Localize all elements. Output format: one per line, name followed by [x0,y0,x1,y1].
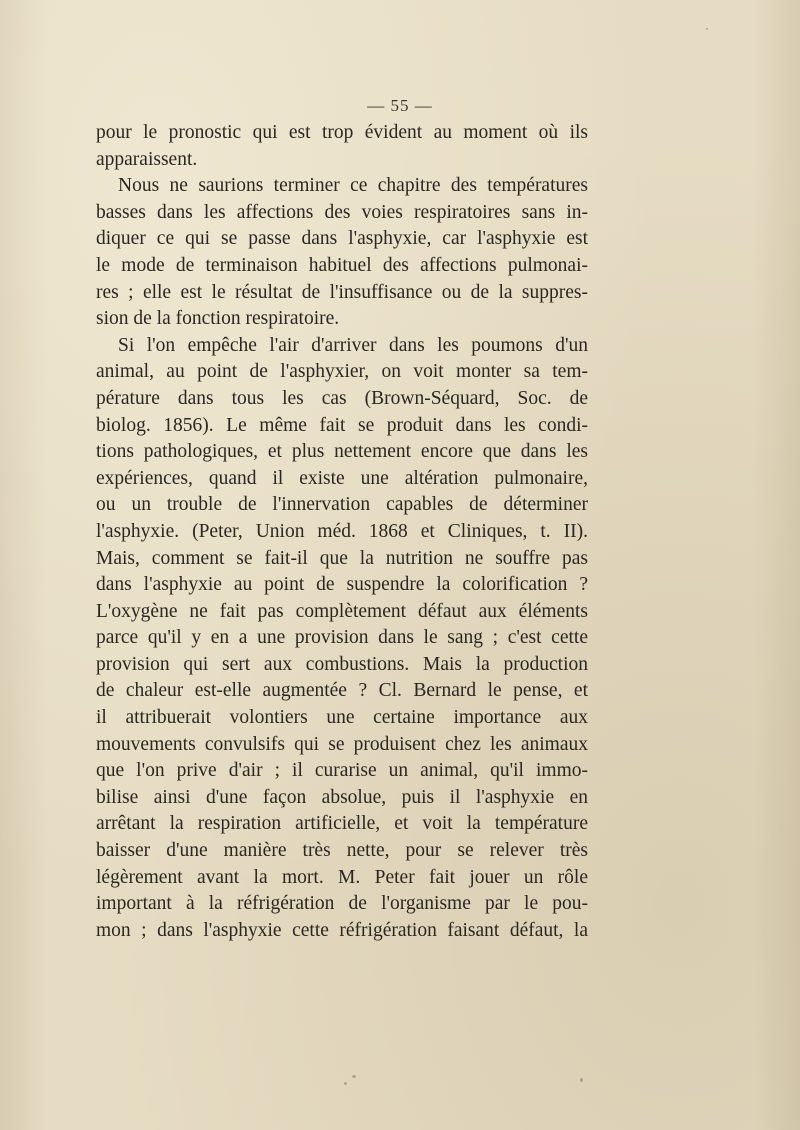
text-line: res ; elle est le résultat de l'insuffisance ou de la suppres- [96,281,588,303]
paper-speck [580,1078,583,1082]
text-line: Si l'on empêche l'air d'arriver dans les poumons d'un [118,334,588,356]
text-line: important à la réfrigération de l'organisme par le pou- [96,893,588,915]
text-line: sion de la fonction respiratoire. [96,308,340,330]
text-line: provision qui sert aux combustions. Mais la production [96,653,588,675]
body-text [96,120,588,944]
text-line: baisser d'une manière très nette, pour se relever très [96,840,588,862]
text-line: pour le pronostic qui est trop évident au moment où ils [96,122,588,143]
text-line: de chaleur est-elle augmentée ? Cl. Bernard le pense, et [96,680,588,702]
text-line: basses dans les affections des voies respiratoires sans in- [96,201,588,223]
text-line: expériences, quand il existe une altération pulmonaire, [96,467,588,489]
text-line: tions pathologiques, et plus nettement encore que dans les [96,441,588,463]
text-line: que l'on prive d'air ; il curarise un animal, qu'il immo- [96,760,588,782]
text-line: le mode de terminaison habituel des affections pulmonai- [96,254,588,276]
text-line: légèrement avant la mort. M. Peter fait jouer un rôle [96,866,588,888]
text-line: parce qu'il y en a une provision dans le sang ; c'est cette [96,627,588,649]
text-line: Mais, comment se fait-il que la nutrition ne souffre pas [96,547,588,569]
text-line: mon ; dans l'asphyxie cette réfrigération faisant défaut, la [96,919,588,941]
page-number: — 55 — [367,96,433,115]
text-line: mouvements convulsifs qui se produisent chez les animaux [96,733,588,755]
text-line: il attribuerait volontiers une certaine importance aux [96,707,588,729]
text-line: pérature dans tous les cas (Brown-Séquard, Soc. de [96,387,588,409]
text-line: dans l'asphyxie au point de suspendre la colorification ? [96,574,588,596]
text-line: L'oxygène ne fait pas complètement défaut aux éléments [96,600,588,622]
text-line: animal, au point de l'asphyxier, on voit monter sa tem- [96,361,588,383]
paper-speck [706,28,708,30]
text-line: l'asphyxie. (Peter, Union méd. 1868 et Cliniques, t. II). [96,520,588,542]
text-line: diquer ce qui se passe dans l'asphyxie, car l'asphyxie est [96,228,588,250]
paper-speck [344,1082,347,1085]
text-line: arrêtant la respiration artificielle, et voit la température [96,813,588,835]
text-line: apparaissent. [96,148,198,170]
text-line: bilise ainsi d'une façon absolue, puis il l'asphyxie en [96,786,588,808]
text-line: Nous ne saurions terminer ce chapitre des températures [118,175,588,197]
text-line: biolog. 1856). Le même fait se produit dans les condi- [96,414,588,436]
paper-speck [352,1075,356,1078]
text-line: ou un trouble de l'innervation capables de déterminer [96,494,588,516]
